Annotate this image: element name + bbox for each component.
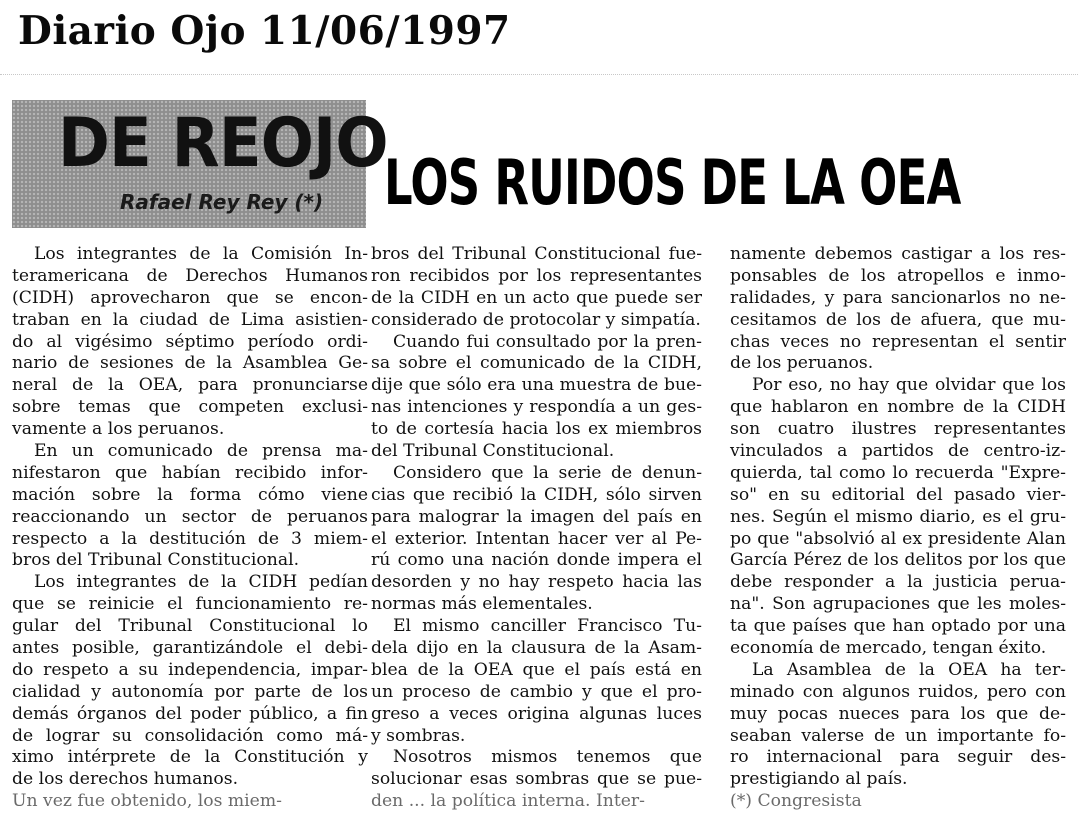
- article-line: vamente a los peruanos.: [12, 419, 225, 440]
- article-line: de los derechos humanos.: [12, 769, 239, 790]
- article-line: economía de mercado, tengan éxito.: [730, 638, 1047, 659]
- article-line: po que "absolvió al ex presidente Alan: [730, 528, 1066, 549]
- article-line: de lograr su consolidación como má-: [12, 725, 368, 746]
- article-line: son cuatro ilustres representantes: [730, 419, 1066, 440]
- byline: Rafael Rey Rey (*): [120, 190, 324, 214]
- article-line: ta que países que han optado por una: [730, 616, 1066, 637]
- article-line: sobre temas que competen exclusi-: [12, 397, 368, 418]
- article-line: vinculados a partidos de centro-iz-: [730, 441, 1066, 462]
- article-line: cias que recibió la CIDH, sólo sirven: [371, 484, 702, 505]
- article-line: El mismo canciller Francisco Tu-: [393, 616, 702, 637]
- article-line: que se reinicie el funcionamiento re-: [12, 594, 368, 615]
- article-column-1: [12, 244, 368, 813]
- article-line: En un comunicado de prensa ma-: [34, 441, 368, 462]
- article-line: muy pocas nueces para los que de-: [730, 703, 1066, 724]
- article-line: traban en la ciudad de Lima asistien-: [12, 309, 368, 330]
- article-line: nas intenciones y respondía a un ges-: [371, 397, 702, 418]
- article-line: so" en su editorial del pasado vier-: [730, 484, 1066, 505]
- article-line: (CIDH) aprovecharon que se encon-: [12, 287, 368, 308]
- article-line: greso a veces origina algunas luces: [371, 703, 702, 724]
- article-column-2: [371, 244, 702, 813]
- article-line: ralidades, y para sancionarlos no ne-: [730, 287, 1066, 308]
- article-line: quierda, tal como lo recuerda "Expre-: [730, 462, 1066, 483]
- article-line: nes. Según el mismo diario, es el gru-: [730, 506, 1066, 527]
- article-line: na". Son agrupaciones que les moles-: [730, 594, 1066, 615]
- article-line: den ... la política interna. Inter-: [371, 791, 645, 812]
- article-line: ro internacional para seguir des-: [730, 747, 1066, 768]
- article-line: cesitamos de los de afuera, que mu-: [730, 309, 1066, 330]
- article-line: cialidad y autonomía por parte de los: [12, 681, 368, 702]
- article-line: bros del Tribunal Constitucional fue-: [371, 244, 702, 264]
- article-line: La Asamblea de la OEA ha ter-: [752, 659, 1066, 680]
- article-line: García Pérez de los delitos por los que: [730, 550, 1066, 571]
- article-line: prestigiando al país.: [730, 769, 908, 790]
- article-line: solucionar esas sombras que se pue-: [371, 769, 702, 790]
- article-line: dela dijo en la clausura de la Asam-: [371, 638, 702, 659]
- headline: LOS RUIDOS DE LA OEA: [384, 146, 961, 219]
- article-line: ron recibidos por los representantes: [371, 265, 702, 286]
- article-line: do respeto a su independencia, impar-: [12, 659, 368, 680]
- article-line: neral de la OEA, para pronunciarse: [12, 375, 368, 396]
- article-line: Los integrantes de la CIDH pedían: [34, 572, 368, 593]
- article-line: Un vez fue obtenido, los miem-: [12, 791, 282, 812]
- article-line: teramericana de Derechos Humanos: [12, 265, 368, 286]
- article-line: gular del Tribunal Constitucional lo: [12, 616, 368, 637]
- article-line: desorden y no hay respeto hacia las: [371, 572, 702, 593]
- article-line: respecto a la destitución de 3 miem-: [12, 528, 368, 549]
- article-line: antes posible, garantizándole el debi-: [12, 638, 368, 659]
- article-line: nario de sesiones de la Asamblea Ge-: [12, 353, 368, 374]
- article-line: de la CIDH en un acto que puede ser: [371, 287, 702, 308]
- article-line: minado con algunos ruidos, pero con: [730, 681, 1066, 702]
- article-line: de los peruanos.: [730, 353, 874, 374]
- article-line: Nosotros mismos tenemos que: [393, 747, 702, 768]
- column-kicker: DE REOJO: [58, 104, 388, 183]
- article-line: que hablaron en nombre de la CIDH: [730, 397, 1066, 418]
- divider: [0, 74, 1078, 75]
- article-line: dije que sólo era una muestra de bue-: [371, 375, 702, 396]
- article-line: seaban valerse de un importante fo-: [730, 725, 1066, 746]
- article-line: y sombras.: [371, 725, 466, 746]
- article-line: el exterior. Intentan hacer ver al Pe-: [371, 528, 702, 549]
- article-line: Cuando fui consultado por la pren-: [393, 331, 702, 352]
- article-line: para malograr la imagen del país en: [371, 506, 702, 527]
- article-line: considerado de protocolar y simpatía.: [371, 309, 701, 330]
- article-line: Por eso, no hay que olvidar que los: [752, 375, 1066, 396]
- article-line: sa sobre el comunicado de la CIDH,: [371, 353, 702, 374]
- article-line: debe responder a la justicia perua-: [730, 572, 1066, 593]
- article-column-3: [730, 244, 1066, 813]
- article-line: do al vigésimo séptimo período ordi-: [12, 331, 368, 352]
- article-line: chas veces no representan el sentir: [730, 331, 1066, 352]
- article-line: ponsables de los atropellos e inmo-: [730, 265, 1066, 286]
- article-line: (*) Congresista: [730, 791, 862, 812]
- article-line: rú como una nación donde impera el: [371, 550, 702, 571]
- article-line: Considero que la serie de denun-: [393, 462, 702, 483]
- article-line: ximo intérprete de la Constitución y: [12, 747, 368, 768]
- article-line: normas más elementales.: [371, 594, 593, 615]
- masthead-date: Diario Ojo 11/06/1997: [18, 8, 511, 54]
- article-line: namente debemos castigar a los res-: [730, 244, 1066, 264]
- article-line: Los integrantes de la Comisión In-: [34, 244, 368, 264]
- article-line: demás órganos del poder público, a fin: [12, 703, 368, 724]
- article-line: mación sobre la forma cómo viene: [12, 484, 368, 505]
- article-line: reaccionando un sector de peruanos: [12, 506, 368, 527]
- article-line: bros del Tribunal Constitucional.: [12, 550, 300, 571]
- article-line: nifestaron que habían recibido infor-: [12, 462, 368, 483]
- article-line: un proceso de cambio y que el pro-: [371, 681, 702, 702]
- article-line: blea de la OEA que el país está en: [371, 659, 702, 680]
- article-line: to de cortesía hacia los ex miembros: [371, 419, 702, 440]
- article-line: del Tribunal Constitucional.: [371, 441, 615, 462]
